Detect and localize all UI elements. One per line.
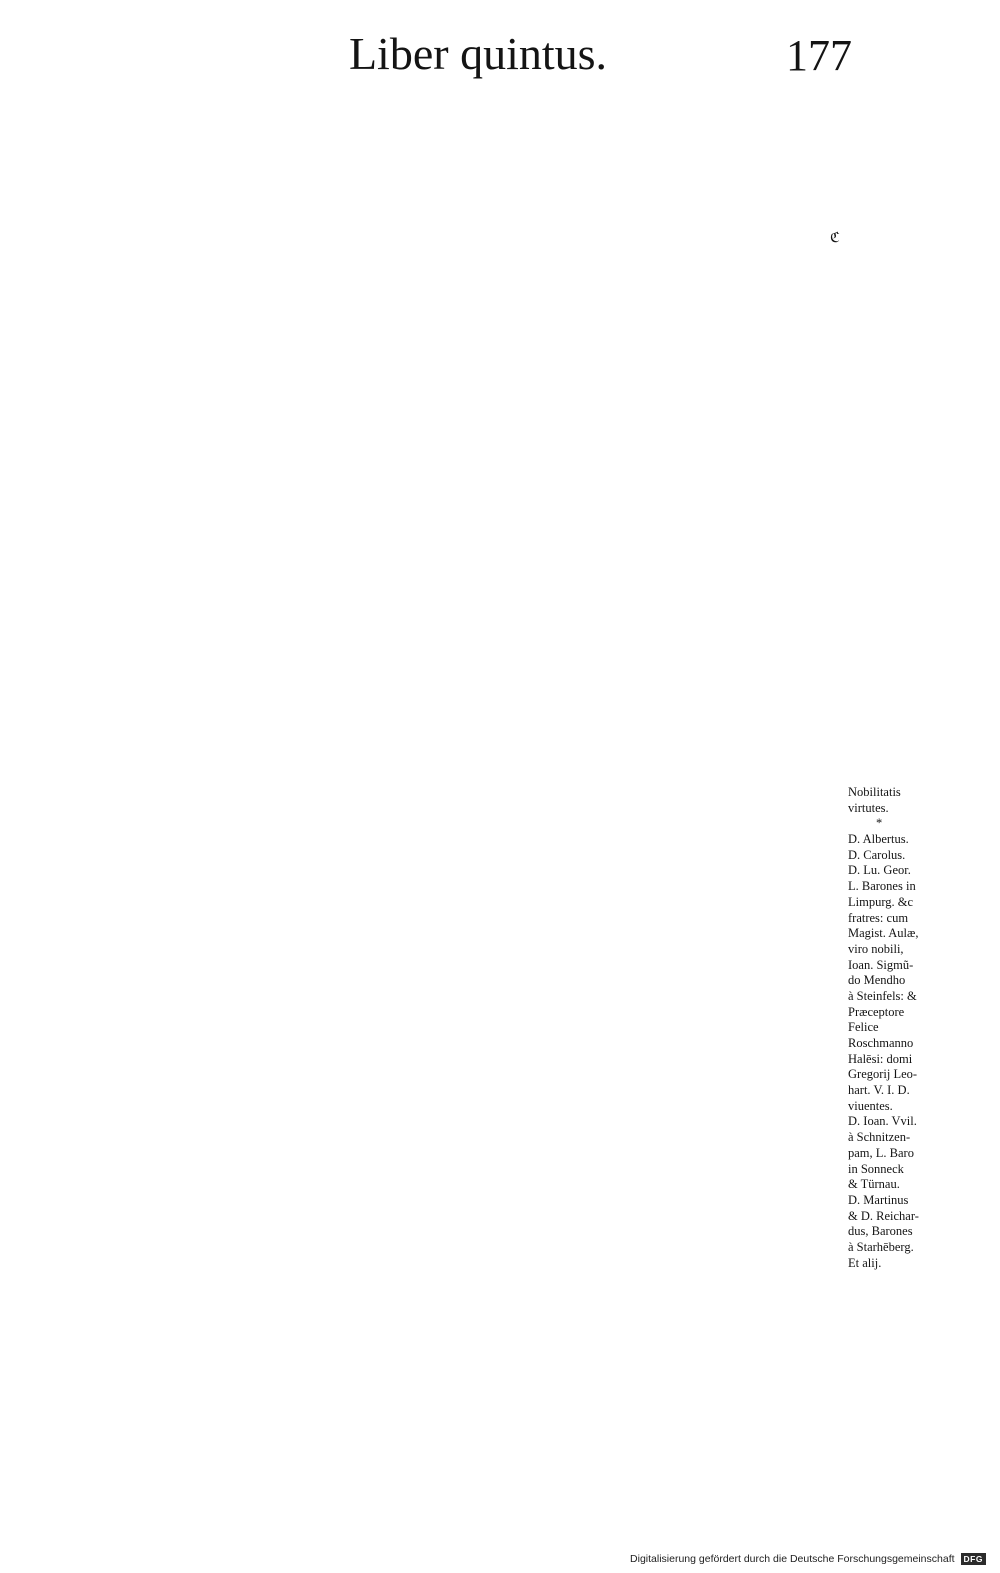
margin-note-line: fratres: cum xyxy=(848,910,909,925)
side-mark: ℭ xyxy=(830,231,840,246)
margin-note-line: Ioan. Sigmũ- xyxy=(848,957,914,972)
margin-note-line: à Schnitzen- xyxy=(848,1130,911,1145)
margin-note-line: & D. Reichar- xyxy=(848,1208,919,1223)
margin-note-line: virtutes. xyxy=(848,800,889,815)
margin-note-line: in Sonneck xyxy=(848,1161,904,1176)
margin-note-line: * xyxy=(876,816,883,831)
margin-note-line: Felice xyxy=(848,1020,879,1035)
margin-note-line: Halēsi: domi xyxy=(848,1051,913,1066)
margin-note-line: Magist. Aulæ, xyxy=(848,926,919,941)
margin-note-line: D. Lu. Geor. xyxy=(848,863,911,878)
page-number: 177 xyxy=(786,31,852,80)
margin-note-line: Roschmanno xyxy=(848,1036,914,1050)
margin-note-line: D. Albertus. xyxy=(848,832,909,847)
margin-note-line: Præceptore xyxy=(848,1004,905,1019)
footer-text: Digitalisierung gefördert durch die Deutsche Forschungsgemeinschaft xyxy=(630,1553,955,1565)
page-header-title: Liber quintus. xyxy=(348,28,608,79)
margin-note-line: D. Carolus. xyxy=(848,847,906,862)
margin-note-line: Gregorij Leo- xyxy=(848,1067,918,1082)
margin-note-line: à Starhēberg. xyxy=(848,1239,914,1254)
margin-note-line: pam, L. Baro xyxy=(848,1145,914,1160)
margin-note-line: do Mendho xyxy=(848,973,906,988)
margin-note-line: dus, Barones xyxy=(848,1224,913,1239)
margin-note-line: à Steinfels: & xyxy=(848,988,917,1003)
dfg-logo: DFG xyxy=(961,1553,986,1565)
margin-note-line: D. Martinus xyxy=(848,1192,909,1207)
margin-note-line: Nobilitatis xyxy=(848,785,901,799)
margin-note-line: hart. V. I. D. xyxy=(848,1083,910,1098)
margin-note-line: viro nobili, xyxy=(848,941,904,956)
margin-note-line: Et alij. xyxy=(848,1255,882,1270)
margin-note-line: Limpurg. &c xyxy=(848,894,914,909)
margin-note-line: D. Ioan. Vvil. xyxy=(848,1114,917,1129)
footer xyxy=(630,1553,986,1565)
margin-notes xyxy=(848,785,958,1271)
margin-note-line: viuentes. xyxy=(848,1098,893,1113)
margin-note-line: L. Barones in xyxy=(848,879,916,894)
margin-note-line: & Türnau. xyxy=(848,1177,900,1192)
